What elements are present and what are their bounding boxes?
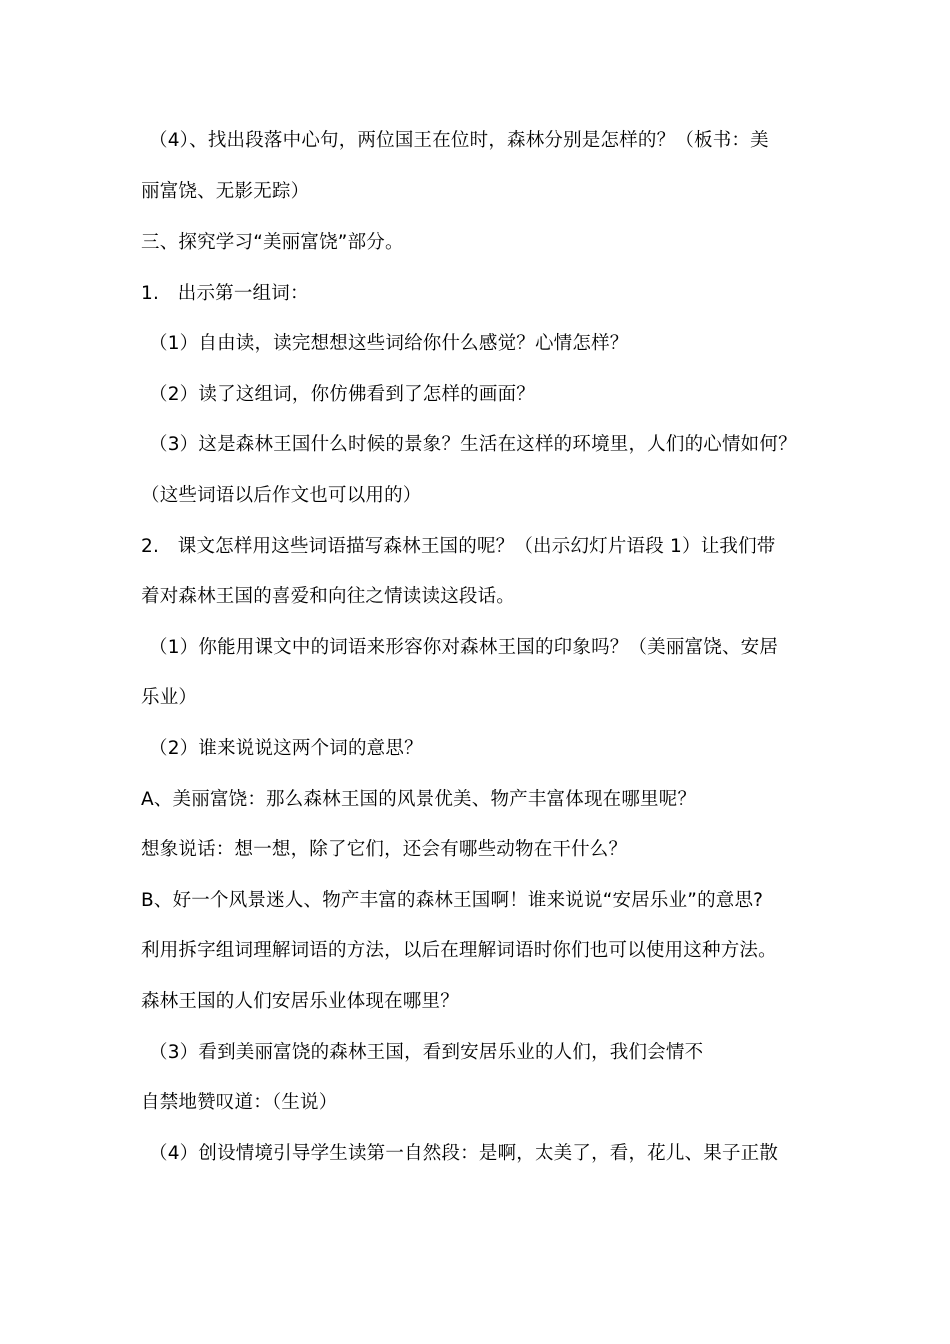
text-line: （这些词语以后作文也可以用的） xyxy=(141,485,422,506)
text-line: （4）创设情境引导学生读第一自然段：是啊，太美了，看，花儿、果子正散 xyxy=(149,1143,779,1164)
text-line: （4）、找出段落中心句，两位国王在位时，森林分别是怎样的？（板书：美 xyxy=(149,130,769,151)
text-line: 1. 出示第一组词： xyxy=(141,283,309,304)
text-line: 想象说话：想一想，除了它们，还会有哪些动物在干什么？ xyxy=(141,839,628,860)
text-line: 乐业） xyxy=(141,687,198,708)
text-line: （2）读了这组词，你仿佛看到了怎样的画面？ xyxy=(149,384,535,405)
text-line: 利用拆字组词理解词语的方法，以后在理解词语时你们也可以使用这种方法。 xyxy=(141,940,777,961)
text-line: 森林王国的人们安居乐业体现在哪里？ xyxy=(141,991,459,1012)
text-line: 自禁地赞叹道：（生说） xyxy=(141,1092,338,1113)
text-line: A、美丽富饶：那么森林王国的风景优美、物产丰富体现在哪里呢？ xyxy=(141,789,697,810)
text-line: （1）你能用课文中的词语来形容你对森林王国的印象吗？（美丽富饶、安居 xyxy=(149,637,779,658)
text-line: 2. 课文怎样用这些词语描写森林王国的呢？（出示幻灯片语段 1）让我们带 xyxy=(141,536,776,557)
text-line: B、好一个风景迷人、物产丰富的森林王国啊！谁来说说“安居乐业”的意思? xyxy=(141,890,764,911)
text-line: 丽富饶、无影无踪） xyxy=(141,181,310,202)
text-line: 着对森林王国的喜爱和向往之情读读这段话。 xyxy=(141,586,516,607)
text-line: （1）自由读，读完想想这些词给你什么感觉？心情怎样？ xyxy=(149,333,629,354)
text-line: （2）谁来说说这两个词的意思？ xyxy=(149,738,423,759)
text-line: （3）这是森林王国什么时候的景象？生活在这样的环境里，人们的心情如何？ xyxy=(149,434,797,455)
text-line: （3）看到美丽富饶的森林王国，看到安居乐业的人们，我们会情不 xyxy=(149,1042,704,1063)
text-line: 三、探究学习“美丽富饶”部分。 xyxy=(141,232,404,253)
